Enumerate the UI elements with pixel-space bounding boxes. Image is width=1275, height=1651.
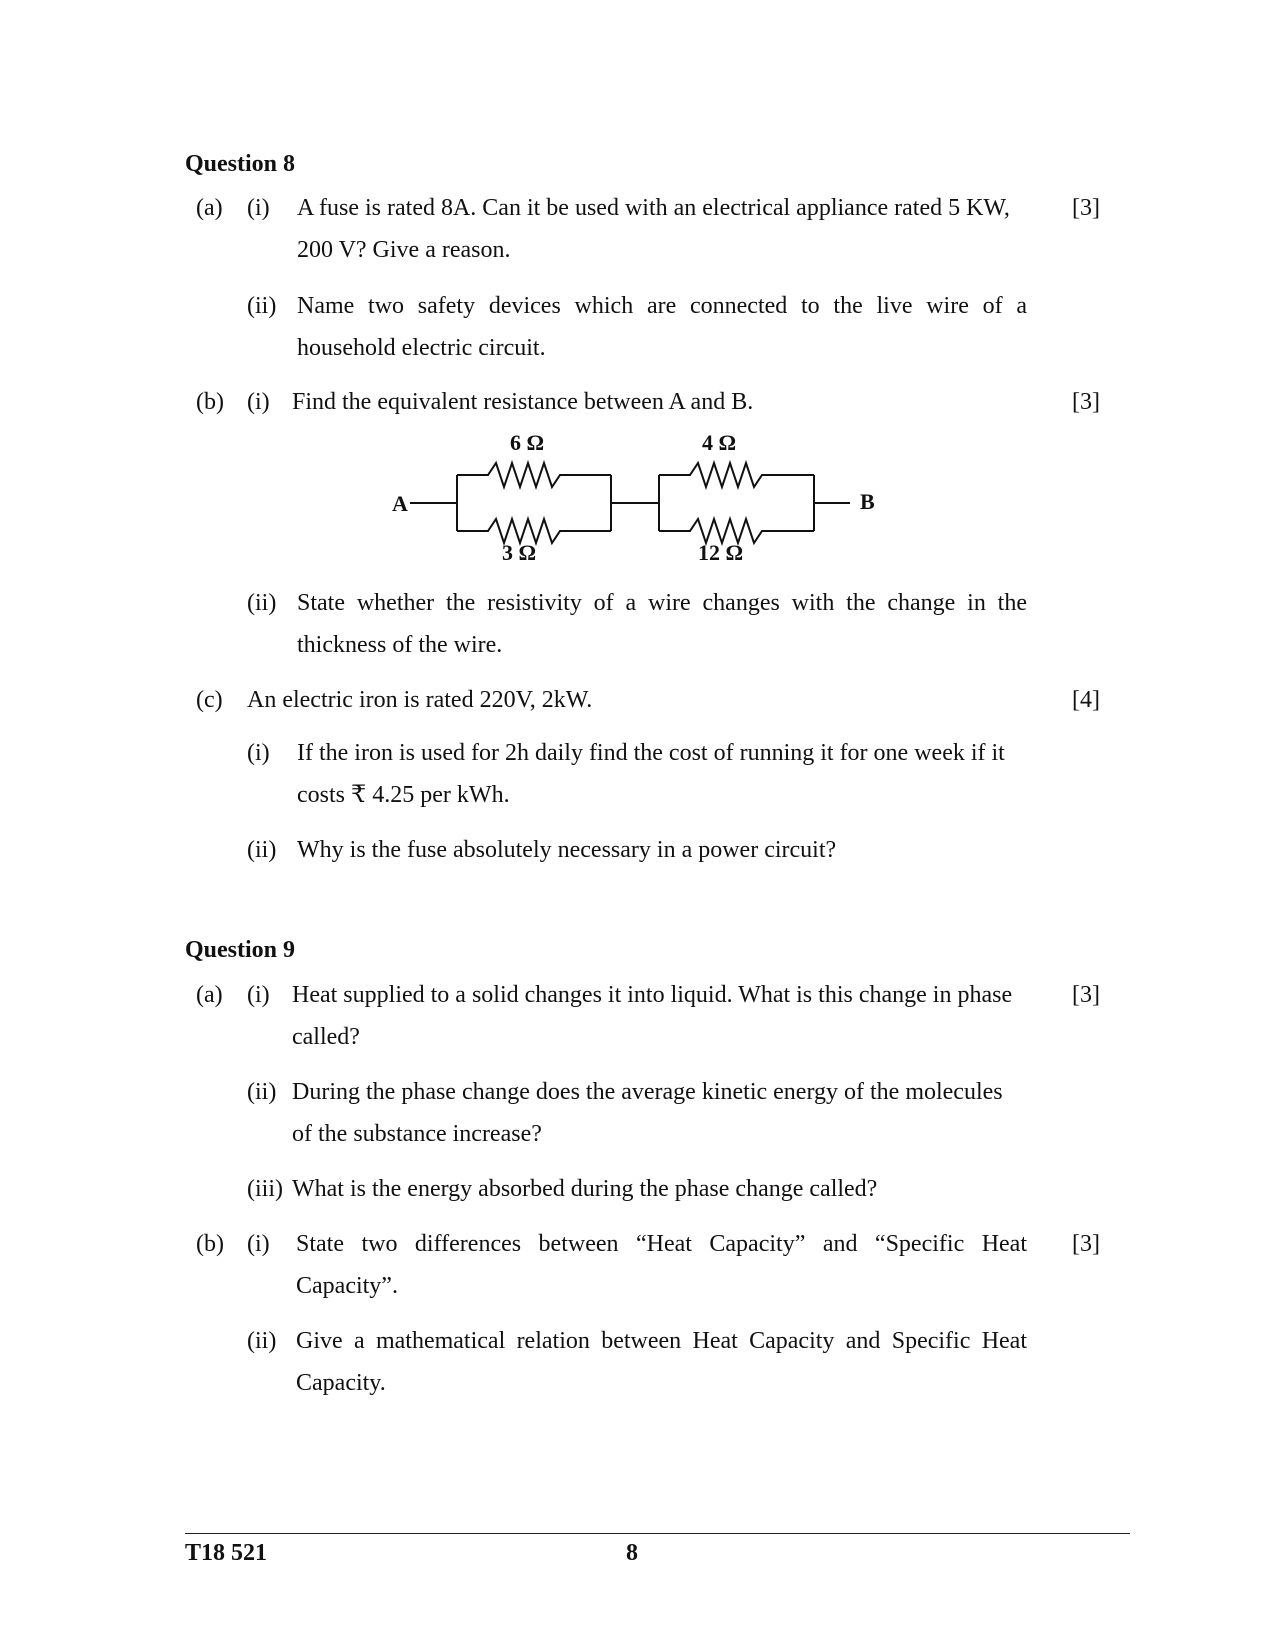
subpart-i-label: (i) [247, 195, 270, 221]
subpart-iii-label: (iii) [247, 1176, 283, 1202]
paper-code: T18 521 [185, 1540, 268, 1566]
q8-a-i-text-line1: A fuse is rated 8A. Can it be used with an electrical appliance rated 5 KW, [297, 195, 1010, 221]
marks-badge: [3] [1072, 1231, 1100, 1257]
q9-b-ii-text-line2: Capacity. [296, 1370, 386, 1396]
q9-a-i-text-line1: Heat supplied to a solid changes it into liquid. What is this change in phase [292, 982, 1013, 1008]
q8-a-i-text-line2: 200 V? Give a reason. [297, 237, 511, 263]
q8-a-ii-text-line1: Name two safety devices which are connected to the live wire of a [297, 293, 1027, 319]
q8-c-text: An electric iron is rated 220V, 2kW. [247, 687, 593, 713]
part-a-label: (a) [196, 982, 223, 1008]
terminal-a-label: A [392, 491, 408, 516]
part-b-label: (b) [196, 389, 224, 415]
subpart-ii-label: (ii) [247, 1328, 277, 1354]
marks-badge: [4] [1072, 687, 1100, 713]
q9-b-ii-text-line1: Give a mathematical relation between Heat Capacity and Specific Heat [296, 1328, 1027, 1354]
resistor-label-4: 4 Ω [702, 430, 737, 455]
subpart-ii-label: (ii) [247, 1079, 277, 1105]
resistor-circuit-diagram [380, 420, 900, 570]
q9-a-ii-text-line2: of the substance increase? [292, 1121, 542, 1147]
resistor-4-ohm [659, 463, 814, 487]
resistor-6-ohm [457, 463, 611, 487]
q8-b-i-text: Find the equivalent resistance between A and B. [292, 389, 754, 415]
terminal-b-label: B [860, 489, 875, 514]
subpart-i-label: (i) [247, 740, 270, 766]
q8-c-i-text-line2: costs ₹ 4.25 per kWh. [297, 782, 510, 808]
resistor-label-12: 12 Ω [698, 540, 744, 565]
marks-badge: [3] [1072, 195, 1100, 221]
question-9-heading: Question 9 [185, 937, 296, 963]
subpart-i-label: (i) [247, 389, 270, 415]
subpart-ii-label: (ii) [247, 837, 277, 863]
marks-badge: [3] [1072, 389, 1100, 415]
question-8-heading: Question 8 [185, 151, 296, 177]
q8-c-i-text-line1: If the iron is used for 2h daily find the cost of running it for one week if it [297, 740, 1005, 766]
part-c-label: (c) [196, 687, 223, 713]
q9-b-i-text-line1: State two differences between “Heat Capacity” and “Specific Heat [296, 1231, 1027, 1257]
part-b-label: (b) [196, 1231, 224, 1257]
subpart-ii-label: (ii) [247, 590, 277, 616]
marks-badge: [3] [1072, 982, 1100, 1008]
q8-c-ii-text: Why is the fuse absolutely necessary in a power circuit? [297, 837, 837, 863]
q9-a-i-text-line2: called? [292, 1024, 360, 1050]
subpart-ii-label: (ii) [247, 293, 277, 319]
resistor-label-6: 6 Ω [510, 430, 545, 455]
q8-b-ii-text-line2: thickness of the wire. [297, 632, 503, 658]
part-a-label: (a) [196, 195, 223, 221]
q9-a-ii-text-line1: During the phase change does the average kinetic energy of the molecules [292, 1079, 1003, 1105]
subpart-i-label: (i) [247, 982, 270, 1008]
q8-a-ii-text-line2: household electric circuit. [297, 335, 546, 361]
resistor-label-3: 3 Ω [502, 540, 537, 565]
page-number: 8 [626, 1540, 638, 1566]
footer-divider [185, 1533, 1130, 1534]
q9-b-i-text-line2: Capacity”. [296, 1273, 398, 1299]
subpart-i-label: (i) [247, 1231, 270, 1257]
q9-a-iii-text: What is the energy absorbed during the phase change called? [292, 1176, 878, 1202]
q8-b-ii-text-line1: State whether the resistivity of a wire changes with the change in the [297, 590, 1027, 616]
